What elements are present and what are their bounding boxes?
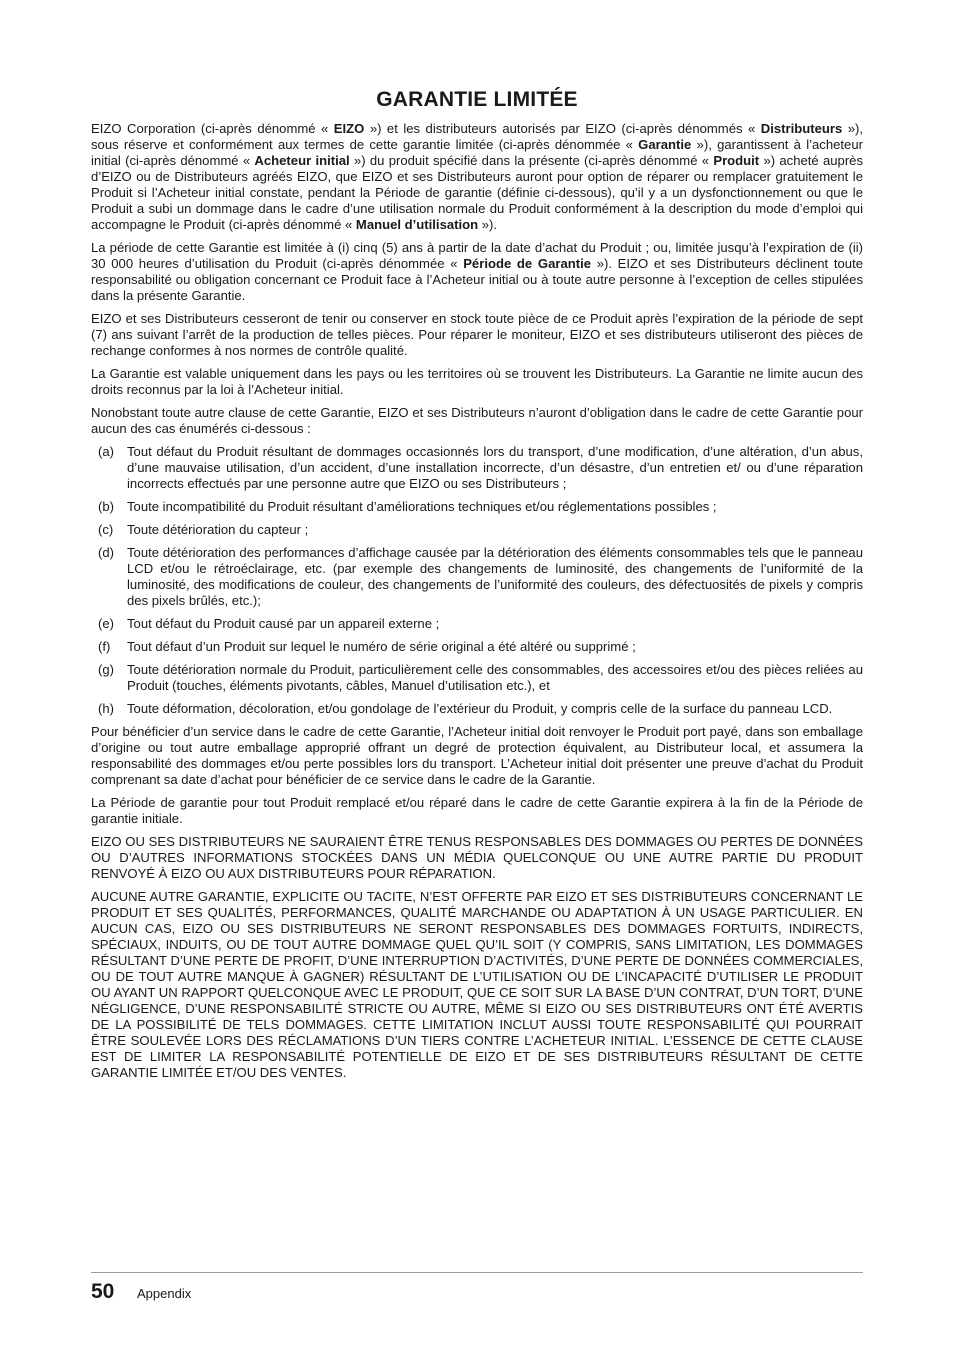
list-item-text: Toute détérioration normale du Produit, particulièrement celle des consommables, des accessoires et/ou des pièces reliées au Produit (touches, éléments pivotants, câbles, Manuel d’utilisation etc.), et xyxy=(127,662,863,693)
list-item xyxy=(91,616,863,632)
validity-paragraph: La Garantie est valable uniquement dans les pays ou les territoires où se trouvent les Distributeurs. La Garantie ne limite aucun des droits reconnus par la loi à l’Acheteur initial. xyxy=(91,366,863,397)
list-item xyxy=(91,662,863,694)
disclaimer-paragraph: AUCUNE AUTRE GARANTIE, EXPLICITE OU TACITE, N’EST OFFERTE PAR EIZO ET SES DISTRIBUTEURS CONCERNANT LE PRODUIT ET SES QUALITÉS, PERFORMANCES, QUALITÉ MARCHANDE OU ADAPTATION À UN USAGE PARTICULIER. EN AUCUN CAS, EIZO OU SES DISTRIBUTEURS NE SERONT RESPONSABLES DES DOMMAGES FORTUITS, INDIRECTS, SPÉCIAUX, INDUITS, OU DE TOUT AUTRE DOMMAGE QUEL QU’IL SOIT (Y COMPRIS, SANS LIMITATION, LES DOMMAGES RÉSULTANT D’UNE PERTE DE PROFIT, D’UNE INTERRUPTION D’ACTIVITÉS, D’UNE PERTE DE DONNÉES COMMERCIALES, OU DE TOUT AUTRE MANQUE À GAGNER) RÉSULTANT DE L’UTILISATION OU DE L’INCAPACITÉ D’UTILISER LE PRODUIT OU AYANT UN RAPPORT QUELCONQUE AVEC LE PRODUIT, QUE CE SOIT SUR LA BASE D’UN CONTRAT, D’UN TORT, D’UNE NÉGLIGENCE, D’UNE RESPONSABILITÉ STRICTE OU AUTRE, MÊME SI EIZO OU SES DISTRIBUTEURS ONT ÉTÉ AVERTIS DE LA POSSIBILITÉ DE TELS DOMMAGES. CETTE LIMITATION INCLUT AUSSI TOUTE RESPONSABILITÉ QUI POURRAIT ÊTRE SOULEVÉE LORS DES RÉCLAMATIONS D’UN TIERS CONTRE L’ACHETEUR INITIAL. L’ESSENCE DE CETTE CLAUSE EST DE LIMITER LA RESPONSABILITÉ POTENTIELLE DE EIZO ET DE SES DISTRIBUTEURS RÉSULTANT DE CETTE GARANTIE LIMITÉE ET/OU DES VENTES. xyxy=(91,889,863,1080)
list-marker: (f) xyxy=(98,639,111,654)
footer-divider xyxy=(91,1272,863,1273)
page-title: GARANTIE LIMITÉE xyxy=(376,88,578,111)
list-item-text: Tout défaut du Produit résultant de dommages occasionnés lors du transport, d’une modification, d’une altération, d’un abus, d’une mauvaise utilisation, d’un accident, d’une installation incorrecte, d’un désastre, d’un entretien et/ ou d’une réparation incorrects effectués par une personne autre que EIZO ou ses Distributeurs ; xyxy=(127,444,863,491)
list-marker: (b) xyxy=(98,499,115,514)
period-paragraph: La période de cette Garantie est limitée à (i) cinq (5) ans à partir de la date d’achat du Produit ; ou, limitée jusqu’à l’expiration de (ii) 30 000 heures d’utilisation du Produit (ci-après dénommée « Période de Garantie »). EIZO et ses Distributeurs déclinent toute responsabilité ou obligation concernant ce Produit face à l’Acheteur initial ou à toute autre personne à l’exception de celles stipulées dans la présente Garantie. xyxy=(91,240,863,303)
list-item-text: Toute incompatibilité du Produit résultant d’améliorations techniques et/ou réglementations possibles ; xyxy=(127,499,717,514)
document-body xyxy=(91,88,863,1088)
list-item xyxy=(91,522,863,538)
exclusions-list xyxy=(91,444,863,717)
list-marker: (g) xyxy=(98,662,115,677)
list-marker: (h) xyxy=(98,701,115,716)
replacement-paragraph: La Période de garantie pour tout Produit remplacé et/ou réparé dans le cadre de cette Garantie expirera à la fin de la Période de garantie initiale. xyxy=(91,795,863,826)
list-item-text: Tout défaut d’un Produit sur lequel le numéro de série original a été altéré ou supprimé ; xyxy=(127,639,636,654)
list-item xyxy=(91,444,863,492)
list-item xyxy=(91,639,863,655)
list-marker: (d) xyxy=(98,545,115,560)
intro-paragraph: EIZO Corporation (ci-après dénommé « EIZO ») et les distributeurs autorisés par EIZO (ci-après dénommés « Distributeurs »), sous réserve et conformément aux termes de cette garantie limitée (ci-après dénommée « Garantie »), garantissent à l’acheteur initial (ci-après dénommé « Acheteur initial ») du produit spécifié dans la présente (ci-après dénommé « Produit ») acheté auprès d’EIZO ou de Distributeurs agréés EIZO, que EIZO et ses Distributeurs auront pour option de réparer ou remplacer gratuitement le Produit si l’Acheteur initial constate, pendant la Période de garantie (définie ci-dessous), qu’il y a un dysfonctionnement ou que le Produit a subi un dommage dans le cadre d’une utilisation normale du Produit conformément à la description du mode d’emploi qui accompagne le Produit (ci-après dénommé « Manuel d’utilisation »). xyxy=(91,121,864,232)
list-marker: (c) xyxy=(98,522,114,537)
service-paragraph: Pour bénéficier d’un service dans le cadre de cette Garantie, l’Acheteur initial doit renvoyer le Produit port payé, dans son emballage d’origine ou tout autre emballage approprié offrant un degré de protection équivalent, au Distributeur local, et assumera la responsabilité des dommages et/ou perte possibles lors du transport. L’Acheteur initial doit présenter une preuve d’achat du Produit comprenant sa date d’achat pour bénéficier de ce service dans le cadre de la Garantie. xyxy=(91,724,863,787)
stock-paragraph: EIZO et ses Distributeurs cesseront de tenir ou conserver en stock toute pièce de ce Produit après l’expiration de la période de sept (7) ans suivant l’arrêt de la production de telles pièces. Pour réparer le moniteur, EIZO et ses distributeurs utiliseront des pièces de rechange conformes à nos normes de contrôle qualité. xyxy=(91,311,863,358)
list-item xyxy=(91,545,863,609)
page-number: 50 xyxy=(91,1280,115,1303)
liability-paragraph: EIZO OU SES DISTRIBUTEURS NE SAURAIENT ÊTRE TENUS RESPONSABLES DES DOMMAGES OU PERTES DE DONNÉES OU D’AUTRES INFORMATIONS STOCKÉES DANS UN MÉDIA QUELCONQUE OU UNE AUTRE PARTIE DU PRODUIT RENVOYÉ À EIZO OU AUX DISTRIBUTEURS POUR RÉPARATION. xyxy=(91,834,863,881)
page-footer xyxy=(91,1280,191,1304)
list-marker: (a) xyxy=(98,444,115,459)
list-item-text: Tout défaut du Produit causé par un appareil externe ; xyxy=(127,616,440,631)
list-item xyxy=(91,499,863,515)
exclusions-intro-paragraph: Nonobstant toute autre clause de cette Garantie, EIZO et ses Distributeurs n’auront d’obligation dans le cadre de cette Garantie pour aucun des cas énumérés ci-dessous : xyxy=(91,405,863,436)
list-item-text: Toute déformation, décoloration, et/ou gondolage de l’extérieur du Produit, y compris celle de la surface du panneau LCD. xyxy=(127,701,833,716)
section-label: Appendix xyxy=(137,1286,192,1301)
list-marker: (e) xyxy=(98,616,115,631)
list-item-text: Toute détérioration des performances d’affichage causée par la détérioration des éléments consommables tels que le panneau LCD et/ou le rétroéclairage, etc. (par exemple des changements de luminosité, des changements de l’uniformité de la luminosité, des modifications de couleur, des changements de l’uniformité des couleurs, des défectuosités de pixels y compris des pixels brûlés, etc.); xyxy=(127,545,863,608)
list-item-text: Toute détérioration du capteur ; xyxy=(127,522,309,537)
list-item xyxy=(91,701,863,717)
